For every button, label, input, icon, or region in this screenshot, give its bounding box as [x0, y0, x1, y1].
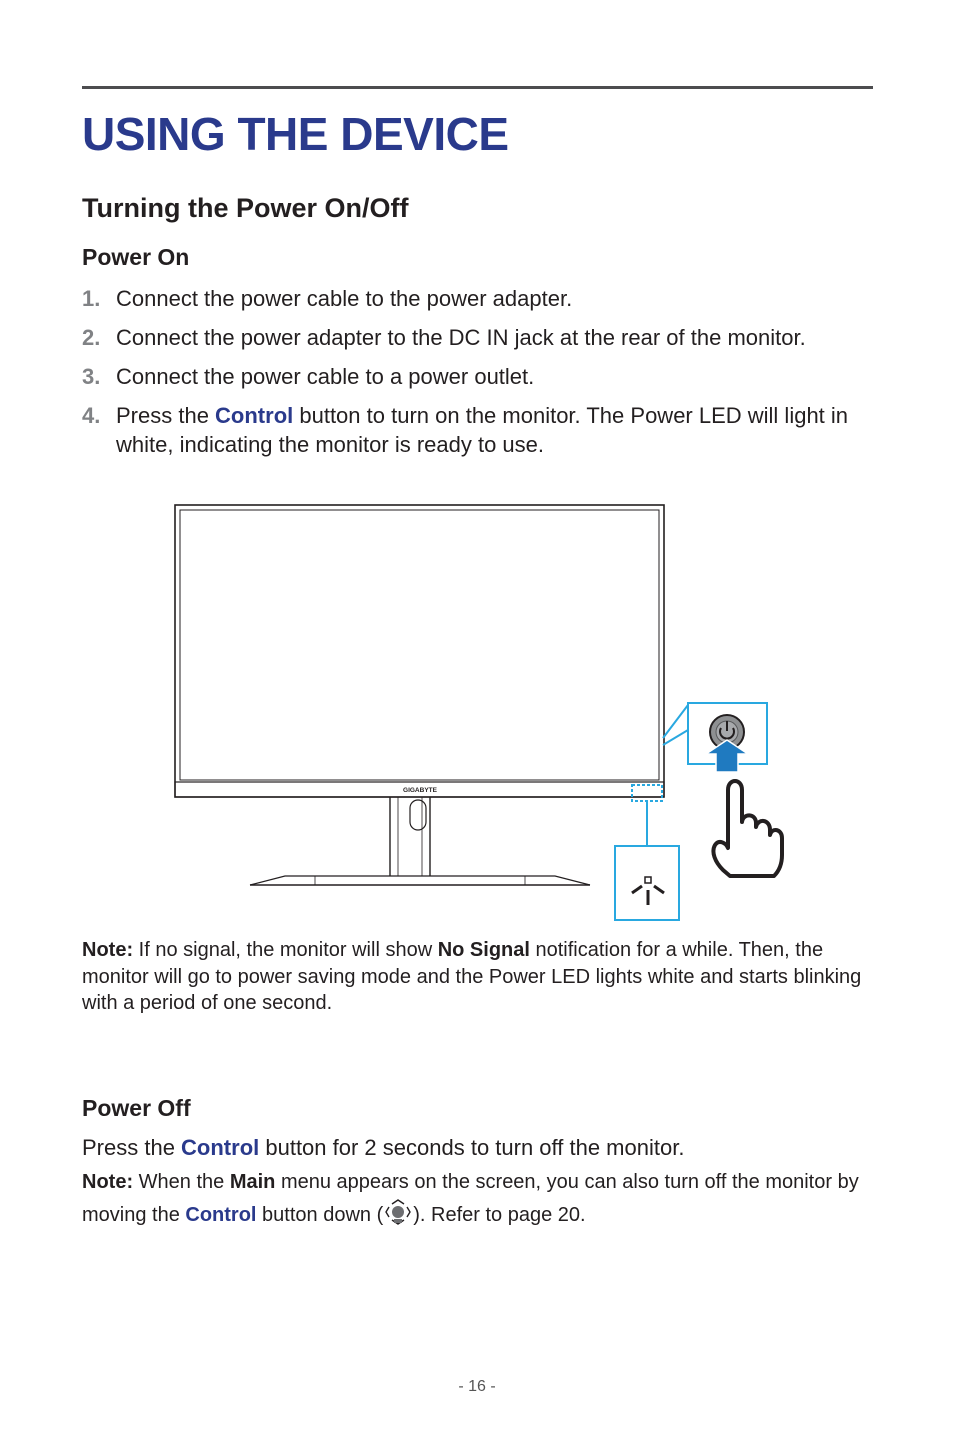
power-on-heading: Power On: [82, 244, 190, 270]
step-text: Connect the power cable to a power outlet.: [116, 364, 535, 389]
step-text: Connect the power adapter to the DC IN jack at the rear of the monitor.: [116, 325, 806, 350]
note-main-menu: Note: When the Main menu appears on the screen, you can also turn off the monitor by moving the Control button down ( ). Refer to page 20.: [82, 1171, 859, 1226]
control-term: Control: [215, 403, 294, 428]
page-number: - 16 -: [458, 1378, 496, 1395]
control-term: Control: [185, 1204, 257, 1226]
step-number: 1.: [82, 286, 101, 311]
brand-logo: GIGABYTE: [403, 787, 437, 794]
list-item: [82, 362, 872, 391]
step-text: Press the Control button to turn on the monitor. The Power LED will light in white, indicating the monitor is ready to use.: [116, 403, 849, 457]
list-item: [82, 401, 872, 459]
page-title: USING THE DEVICE: [82, 108, 509, 160]
header-rule: [82, 86, 873, 89]
step-number: 3.: [82, 364, 101, 389]
led-highlight: [632, 785, 662, 801]
monitor-drawing: [175, 505, 664, 885]
note-no-signal: Note: If no signal, the monitor will show No Signal notification for a while. Then, the monitor will go to power saving mode and the Power LED lights white and starts blinking with a period of one second.: [82, 939, 862, 1014]
hand-icon: [713, 781, 782, 876]
control-term: Control: [181, 1135, 260, 1160]
power-off-heading: Power Off: [82, 1095, 191, 1121]
step-text: Connect the power cable to the power adapter.: [116, 286, 573, 311]
step-number: 2.: [82, 325, 101, 350]
power-on-steps: [82, 284, 872, 469]
monitor-illustration: [170, 500, 790, 925]
led-callout: [615, 846, 679, 920]
step-number: 4.: [82, 403, 101, 428]
list-item: [82, 284, 872, 313]
joystick-down-icon: [383, 1197, 413, 1227]
section-title: Turning the Power On/Off: [82, 193, 409, 223]
callout-lines: [663, 705, 688, 745]
list-item: [82, 323, 872, 352]
power-off-text: Press the Control button for 2 seconds to turn off the monitor.: [82, 1135, 685, 1160]
